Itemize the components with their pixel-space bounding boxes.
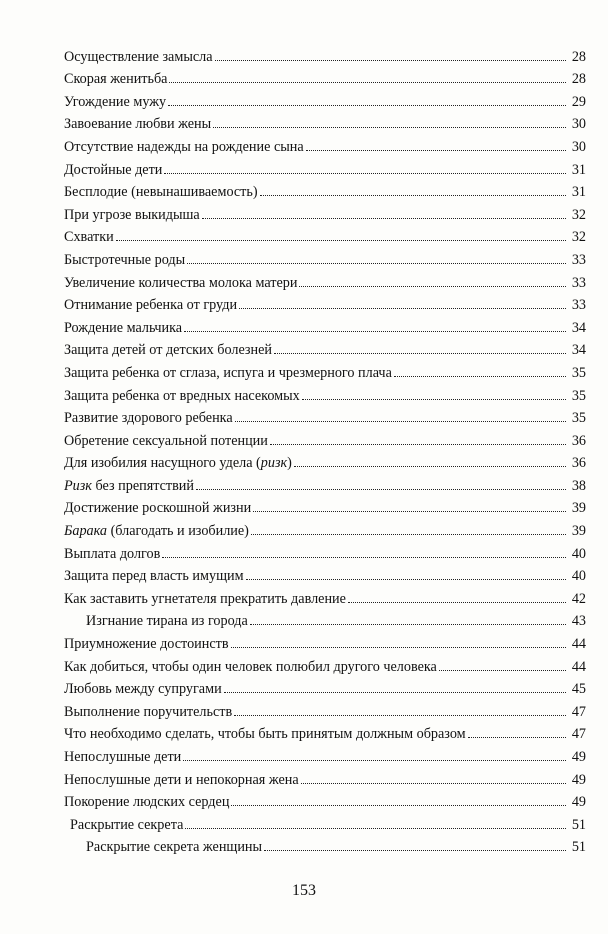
toc-entry-page: 40 xyxy=(571,568,586,585)
toc-entry-page: 34 xyxy=(571,319,586,336)
toc-entry xyxy=(64,291,586,314)
toc-entry xyxy=(64,87,586,110)
dot-leader xyxy=(235,421,566,422)
toc-entry-title: Как заставить угнетателя прекратить давление xyxy=(64,590,346,607)
toc-entry xyxy=(64,42,586,65)
toc-entry xyxy=(64,697,586,720)
toc-entry-page: 49 xyxy=(571,749,586,765)
toc-entry-title: Что необходимо сделать, чтобы быть принятым должным образом xyxy=(64,726,466,743)
toc-entry-title: Изгнание тирана из города xyxy=(86,613,248,630)
dot-leader xyxy=(168,105,566,106)
toc-entry-title: Рождение мальчика xyxy=(64,319,183,336)
toc-entry-title: Выполнение поручительств xyxy=(64,703,233,720)
dot-leader xyxy=(294,466,566,467)
toc-entry-title: Покорение людских сердец xyxy=(64,794,230,811)
toc-entry xyxy=(64,788,586,811)
dot-leader xyxy=(301,783,566,784)
toc-entry xyxy=(64,539,586,562)
toc-entry xyxy=(64,268,586,291)
dot-leader xyxy=(264,850,566,851)
toc-entry-title: Раскрытие секрета женщины xyxy=(86,839,263,856)
toc-entry-page: 47 xyxy=(571,703,586,720)
toc-entry xyxy=(64,200,586,223)
toc-entry-page: 38 xyxy=(571,477,586,494)
toc-entry-page: 36 xyxy=(571,432,586,449)
dot-leader xyxy=(231,805,566,806)
toc-entry xyxy=(64,449,586,472)
toc-entry-title: Отнимание ребенка от груди xyxy=(64,297,238,314)
toc-entry-title: Выплата долгов xyxy=(64,545,161,562)
toc-entry-title: Раскрытие секрета xyxy=(70,816,184,833)
toc-entry xyxy=(64,652,586,675)
toc-entry-title xyxy=(64,455,292,471)
toc-entry-sub xyxy=(64,833,586,856)
toc-entry-page: 35 xyxy=(571,364,586,381)
dot-leader xyxy=(299,286,566,287)
toc-entry xyxy=(64,223,586,246)
dot-leader xyxy=(231,647,566,648)
toc-entry-title-part: без препятствий xyxy=(91,477,194,494)
toc-entry xyxy=(64,742,586,765)
toc-entry xyxy=(64,562,586,585)
toc-entry xyxy=(64,110,586,133)
dot-leader xyxy=(202,218,566,219)
dot-leader xyxy=(394,376,566,377)
toc-entry-title: Приумножение достоинств xyxy=(64,636,229,653)
dot-leader xyxy=(184,331,566,332)
table-of-contents xyxy=(64,42,586,855)
toc-entry-title: Завоевание любви жены xyxy=(64,116,212,133)
toc-entry-page: 39 xyxy=(571,523,586,540)
toc-entry xyxy=(64,426,586,449)
toc-entry-title-italic: Барака xyxy=(64,523,108,540)
toc-entry-page: 35 xyxy=(571,410,586,427)
toc-entry xyxy=(64,765,586,788)
toc-entry xyxy=(64,516,586,539)
toc-entry-page: 30 xyxy=(571,138,586,155)
toc-entry-title: Защита детей от детских болезней xyxy=(64,342,273,359)
toc-entry-title-part: (благодать и изобилие) xyxy=(107,523,249,540)
toc-entry-title-italic: ризк xyxy=(260,455,288,472)
dot-leader xyxy=(274,353,566,354)
toc-entry xyxy=(64,65,586,88)
toc-entry-title-part: Для изобилия насущного удела ( xyxy=(64,455,261,472)
toc-entry-title xyxy=(64,523,249,539)
toc-entry-page: 49 xyxy=(571,794,586,811)
toc-entry-page: 45 xyxy=(571,681,586,698)
toc-entry-title: При угрозе выкидыша xyxy=(64,206,200,223)
toc-entry xyxy=(64,313,586,336)
toc-entry-title: Достижение роскошной жизни xyxy=(64,500,252,517)
toc-entry xyxy=(64,675,586,698)
toc-entry-title: Быстротечные роды xyxy=(64,251,186,268)
dot-leader xyxy=(239,308,566,309)
dot-leader xyxy=(187,263,566,264)
toc-entry-page: 29 xyxy=(571,93,586,110)
dot-leader xyxy=(185,828,566,829)
toc-entry-page: 51 xyxy=(571,839,586,856)
toc-entry xyxy=(64,358,586,381)
toc-entry-page: 31 xyxy=(571,184,586,201)
toc-entry-title: Непослушные дети xyxy=(64,749,182,765)
toc-entry-title: Защита ребенка от вредных насекомых xyxy=(64,387,300,404)
toc-entry-page: 36 xyxy=(571,455,586,472)
toc-entry xyxy=(64,381,586,404)
dot-leader xyxy=(250,624,566,625)
dot-leader xyxy=(260,195,566,196)
dot-leader xyxy=(253,511,566,512)
toc-entry xyxy=(64,720,586,743)
toc-entry-page: 42 xyxy=(571,590,586,607)
toc-entry xyxy=(64,132,586,155)
dot-leader xyxy=(213,127,566,128)
toc-entry-page: 28 xyxy=(571,71,586,88)
dot-leader xyxy=(439,670,566,671)
dot-leader xyxy=(306,150,566,151)
toc-entry-page: 31 xyxy=(571,161,586,178)
toc-entry-title: Осуществление замысла xyxy=(64,48,213,65)
toc-entry-title: Обретение сексуальной потенции xyxy=(64,432,268,449)
toc-entry-title: Защита перед власть имущим xyxy=(64,568,244,585)
toc-entry-title: Угождение мужу xyxy=(64,93,167,110)
toc-entry-title: Как добиться, чтобы один человек полюбил другого человека xyxy=(64,658,437,675)
dot-leader xyxy=(215,60,566,61)
toc-entry xyxy=(64,810,586,833)
toc-entry xyxy=(64,629,586,652)
toc-entry-page: 47 xyxy=(571,726,586,743)
toc-entry-title-part: ) xyxy=(287,455,292,472)
dot-leader xyxy=(224,692,566,693)
dot-leader xyxy=(251,534,566,535)
toc-entry-title-italic: Ризк xyxy=(64,477,92,494)
toc-entry xyxy=(64,155,586,178)
toc-entry-page: 33 xyxy=(571,251,586,268)
dot-leader xyxy=(302,399,566,400)
toc-entry-page: 33 xyxy=(571,274,586,291)
toc-entry-sub xyxy=(64,607,586,630)
toc-entry xyxy=(64,178,586,201)
dot-leader xyxy=(468,737,566,738)
toc-entry-page: 44 xyxy=(571,636,586,653)
toc-entry-title: Непослушные дети и непокорная жена xyxy=(64,771,299,788)
toc-entry xyxy=(64,336,586,359)
toc-entry-title: Увеличение количества молока матери xyxy=(64,274,298,291)
toc-entry-page: 43 xyxy=(571,613,586,630)
toc-entry-page: 30 xyxy=(571,116,586,133)
toc-entry xyxy=(64,404,586,427)
toc-entry-page: 32 xyxy=(571,206,586,223)
toc-entry-page: 34 xyxy=(571,342,586,359)
toc-entry-page: 51 xyxy=(571,816,586,833)
toc-entry-title xyxy=(64,478,194,494)
dot-leader xyxy=(169,82,566,83)
toc-entry-page: 44 xyxy=(571,658,586,675)
toc-entry-title: Бесплодие (невынашиваемость) xyxy=(64,184,258,201)
toc-entry-title: Достойные дети xyxy=(64,161,163,178)
toc-entry-page: 28 xyxy=(571,48,586,65)
toc-entry-title: Развитие здорового ребенка xyxy=(64,410,233,427)
toc-entry xyxy=(64,584,586,607)
dot-leader xyxy=(183,760,566,761)
toc-entry-title: Отсутствие надежды на рождение сына xyxy=(64,138,304,155)
toc-entry-title: Схватки xyxy=(64,229,114,246)
page-number: 153 xyxy=(292,882,316,899)
dot-leader xyxy=(196,489,566,490)
toc-entry-title: Любовь между супругами xyxy=(64,681,222,698)
toc-entry xyxy=(64,471,586,494)
toc-entry-page: 40 xyxy=(571,545,586,562)
toc-entry-page: 33 xyxy=(571,297,586,314)
dot-leader xyxy=(234,715,566,716)
dot-leader xyxy=(162,557,566,558)
toc-entry-title: Защита ребенка от сглаза, испуга и чрезмерного плача xyxy=(64,364,392,381)
dot-leader xyxy=(270,444,566,445)
dot-leader xyxy=(348,602,566,603)
toc-entry xyxy=(64,245,586,268)
dot-leader xyxy=(164,173,566,174)
toc-entry-title: Скорая женитьба xyxy=(64,71,168,88)
dot-leader xyxy=(246,579,566,580)
toc-entry xyxy=(64,494,586,517)
toc-entry-page: 39 xyxy=(571,500,586,517)
dot-leader xyxy=(116,240,566,241)
toc-entry-page: 35 xyxy=(571,387,586,404)
toc-entry-page: 49 xyxy=(571,771,586,788)
toc-entry-page: 32 xyxy=(571,229,586,246)
